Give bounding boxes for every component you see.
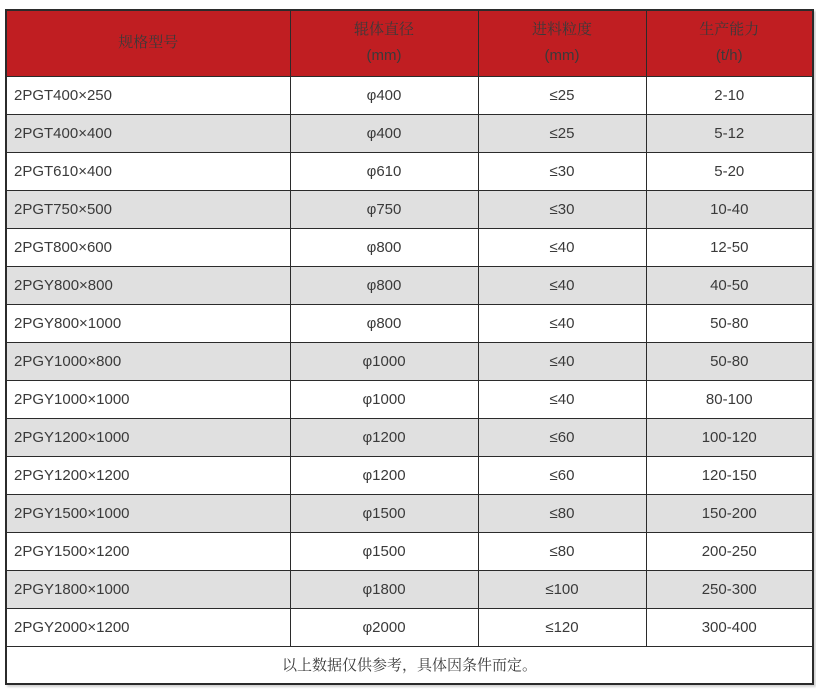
cell: 5-20 <box>646 152 813 190</box>
cell: ≤60 <box>478 456 646 494</box>
cell: ≤80 <box>478 494 646 532</box>
cell: 2PGT610×400 <box>6 152 290 190</box>
cell: 2PGY1200×1200 <box>6 456 290 494</box>
cell: ≤30 <box>478 190 646 228</box>
cell: ≤40 <box>478 342 646 380</box>
cell: φ1200 <box>290 418 478 456</box>
cell: 50-80 <box>646 304 813 342</box>
table-row <box>6 114 813 152</box>
table-row <box>6 456 813 494</box>
cell: 2PGY800×1000 <box>6 304 290 342</box>
column-header-unit: (mm) <box>366 47 402 65</box>
table-row <box>6 152 813 190</box>
cell: φ1800 <box>290 570 478 608</box>
cell: ≤80 <box>478 532 646 570</box>
cell: ≤25 <box>478 114 646 152</box>
cell: φ800 <box>290 228 478 266</box>
cell: 150-200 <box>646 494 813 532</box>
table-row <box>6 608 813 646</box>
column-header-label: 进料粒度 <box>531 21 592 39</box>
spec-table <box>5 9 814 685</box>
cell: ≤40 <box>478 266 646 304</box>
cell: ≤40 <box>478 304 646 342</box>
cell: ≤120 <box>478 608 646 646</box>
cell: φ2000 <box>290 608 478 646</box>
cell: 2PGY1200×1000 <box>6 418 290 456</box>
cell: φ1500 <box>290 532 478 570</box>
cell: φ1000 <box>290 380 478 418</box>
column-header-label: 辊体直径 <box>353 21 414 39</box>
table-row <box>6 190 813 228</box>
cell: φ1500 <box>290 494 478 532</box>
cell: 300-400 <box>646 608 813 646</box>
cell: 2PGY1000×1000 <box>6 380 290 418</box>
table-row <box>6 418 813 456</box>
footer-row <box>6 646 813 684</box>
cell: 2-10 <box>646 76 813 114</box>
cell: 120-150 <box>646 456 813 494</box>
cell: 200-250 <box>646 532 813 570</box>
cell: ≤100 <box>478 570 646 608</box>
cell: 2PGY800×800 <box>6 266 290 304</box>
cell: 50-80 <box>646 342 813 380</box>
table-row <box>6 76 813 114</box>
cell: ≤30 <box>478 152 646 190</box>
table-row <box>6 304 813 342</box>
table-body <box>6 76 813 646</box>
cell: 2PGY1500×1000 <box>6 494 290 532</box>
cell: φ610 <box>290 152 478 190</box>
cell: φ1200 <box>290 456 478 494</box>
cell: φ800 <box>290 304 478 342</box>
cell: φ400 <box>290 76 478 114</box>
table-row <box>6 380 813 418</box>
header-row <box>6 10 813 76</box>
cell: 100-120 <box>646 418 813 456</box>
cell: 2PGY2000×1200 <box>6 608 290 646</box>
column-header-3 <box>646 10 813 76</box>
cell: 5-12 <box>646 114 813 152</box>
table-row <box>6 494 813 532</box>
cell: 250-300 <box>646 570 813 608</box>
cell: ≤25 <box>478 76 646 114</box>
cell: φ800 <box>290 266 478 304</box>
cell: 12-50 <box>646 228 813 266</box>
cell: 2PGT400×400 <box>6 114 290 152</box>
cell: 2PGY1800×1000 <box>6 570 290 608</box>
cell: 10-40 <box>646 190 813 228</box>
cell: 2PGY1500×1200 <box>6 532 290 570</box>
table-footnote: 以上数据仅供参考，具体因条件而定。 <box>6 646 813 684</box>
cell: φ750 <box>290 190 478 228</box>
table-row <box>6 228 813 266</box>
cell: ≤40 <box>478 228 646 266</box>
table-row <box>6 266 813 304</box>
column-header-unit: (mm) <box>544 47 580 65</box>
table-row <box>6 342 813 380</box>
column-header-1 <box>290 10 478 76</box>
cell: 40-50 <box>646 266 813 304</box>
column-header-0 <box>6 10 290 76</box>
cell: φ400 <box>290 114 478 152</box>
cell: 2PGT750×500 <box>6 190 290 228</box>
cell: 80-100 <box>646 380 813 418</box>
cell: ≤60 <box>478 418 646 456</box>
column-header-2 <box>478 10 646 76</box>
table-row <box>6 532 813 570</box>
table-header <box>6 10 813 76</box>
column-header-label: 生产能力 <box>699 21 760 39</box>
cell: 2PGT400×250 <box>6 76 290 114</box>
cell: φ1000 <box>290 342 478 380</box>
cell: 2PGY1000×800 <box>6 342 290 380</box>
cell: ≤40 <box>478 380 646 418</box>
table-footer <box>6 646 813 684</box>
column-header-unit: (t/h) <box>715 47 743 65</box>
column-header-label: 规格型号 <box>118 34 179 52</box>
cell: 2PGT800×600 <box>6 228 290 266</box>
table-row <box>6 570 813 608</box>
